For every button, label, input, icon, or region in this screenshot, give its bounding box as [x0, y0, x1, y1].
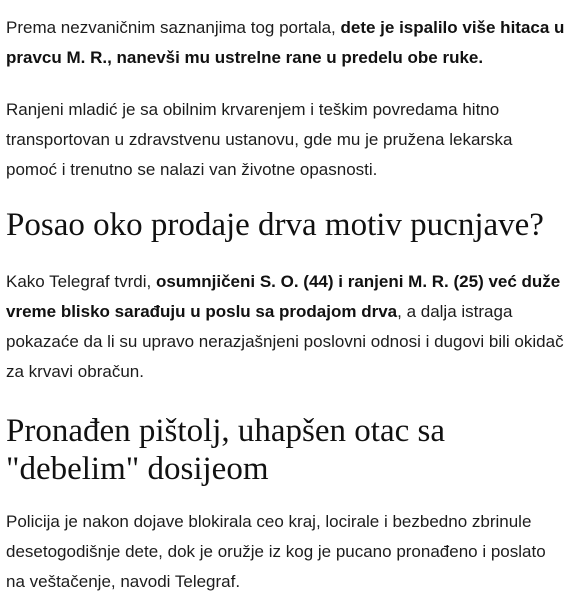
- section-heading-motive: Posao oko prodaje drva motiv pucnjave?: [6, 207, 544, 243]
- paragraph-text: , a dalja istraga pokazaće da li su upravo nerazjašnjeni poslovni odnosi i dugovi bili okidač za krvavi obračun.: [6, 302, 564, 381]
- paragraph-witness-report: [6, 13, 568, 73]
- section-heading-pistol-found: Pronađen pištolj, uhapšen otac sa "debelim" dosijeom: [6, 413, 445, 487]
- paragraph-bold-text: dete je ispalilo više hitaca u pravcu M. R., nanevši mu ustrelne rane u predelu obe ruke.: [6, 18, 565, 67]
- paragraph-text: Kako Telegraf tvrdi,: [6, 272, 156, 291]
- paragraph-injury-report: [6, 95, 568, 185]
- paragraph-text: Prema nezvaničnim saznanjima tog portala,: [6, 18, 341, 37]
- paragraph-text: Policija je nakon dojave blokirala ceo kraj, locirale i bezbedno zbrinule desetogodišnje dete, dok je oružje iz kog je pucano pronađeno i poslato na veštačenje, navodi Telegraf.: [6, 512, 546, 591]
- paragraph-text: Ranjeni mladić je sa obilnim krvarenjem i teškim povredama hitno transportovan u zdravstvenu ustanovu, gde mu je pružena lekarska pomoć i trenutno se nalazi van životne opasnosti.: [6, 100, 513, 179]
- paragraph-bold-text: osumnjičeni S. O. (44) i ranjeni M. R. (25) već duže vreme blisko sarađuju u poslu sa prodajom drva: [6, 272, 561, 321]
- paragraph-telegraf-claim: [6, 267, 568, 387]
- paragraph-police-action: [6, 507, 568, 597]
